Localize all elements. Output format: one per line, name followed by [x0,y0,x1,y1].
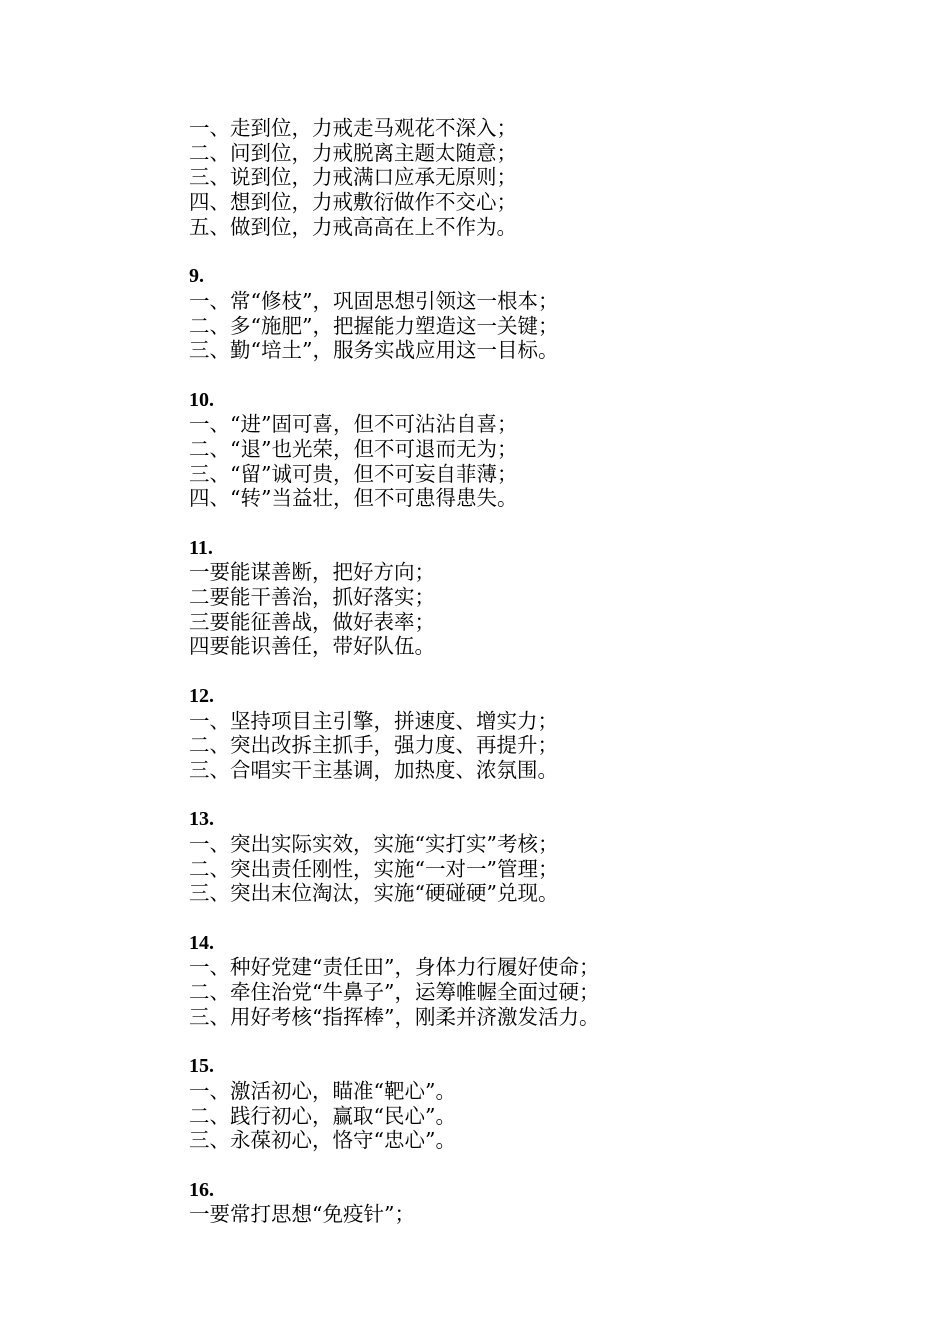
spacer [189,1153,889,1178]
text-line: 二、“退”也光荣，但不可退而无为； [189,436,518,461]
text-line: 四、想到位，力戒敷衍做作不交心； [189,190,517,215]
text-line: 一、激活初心，瞄准“靶心”。 [189,1078,456,1103]
text-line: 三、用好考核“指挥棒”，刚柔并济激发活力。 [189,1004,600,1029]
spacer [189,906,889,931]
text-line: 二、多“施肥”，把握能力塑造这一关键； [189,313,559,338]
text-line: 一、常“修枝”，巩固思想引领这一根本； [189,288,559,313]
text-line: 二、牵住治党“牛鼻子”，运筹帷幄全面过硬； [189,980,600,1005]
section-number: 9. [189,265,204,288]
text-line: 二、突出责任刚性，实施“一对一”管理； [189,856,559,881]
spacer [189,1029,889,1054]
section-15 [189,1054,889,1153]
spacer [189,363,889,388]
section-number: 13. [189,808,214,831]
section-9 [189,264,889,363]
text-line: 一要能谋善断，把好方向； [189,560,435,585]
text-line: 二要能干善治，抓好落实； [189,585,435,610]
section-number: 10. [189,388,214,411]
section-12 [189,684,889,783]
text-line: 三、勤“培土”，服务实战应用这一目标。 [189,338,559,363]
text-line: 三、突出末位淘汰，实施“硬碰硬”兑现。 [189,881,559,906]
text-line: 四要能识善任，带好队伍。 [189,634,435,659]
text-line: 三、合唱实干主基调，加热度、浓氛围。 [189,757,558,782]
section-number: 16. [189,1178,214,1201]
text-line: 一、走到位，力戒走马观花不深入； [189,116,517,140]
section-number: 11. [189,536,213,559]
spacer [189,659,889,684]
section-14 [189,931,889,1030]
text-line: 三要能征善战，做好表率； [189,609,435,634]
text-line: 一、种好党建“责任田”，身体力行履好使命； [189,955,600,980]
section-number: 14. [189,931,214,954]
text-line: 二、问到位，力戒脱离主题太随意； [189,140,517,165]
spacer [189,511,889,536]
document-body [189,116,889,1227]
text-line: 一、“进”固可喜，但不可沾沾自喜； [189,412,518,437]
text-line: 三、说到位，力戒满口应承无原则； [189,165,517,190]
text-line: 三、永葆初心，恪守“忠心”。 [189,1128,456,1153]
section-13 [189,807,889,906]
section-number: 15. [189,1055,214,1078]
text-line: 三、“留”诚可贵，但不可妄自菲薄； [189,461,518,486]
text-line: 一、坚持项目主引擎，拼速度、增实力； [189,708,558,733]
section-11 [189,536,889,659]
text-line: 二、突出改拆主抓手，强力度、再提升； [189,733,558,758]
section-number: 12. [189,684,214,707]
text-line: 一要常打思想“免疫针”； [189,1202,415,1227]
spacer [189,239,889,264]
section-16 [189,1178,889,1227]
section-8 [189,116,889,239]
spacer [189,783,889,808]
text-line: 一、突出实际实效，实施“实打实”考核； [189,831,559,856]
section-10 [189,388,889,511]
text-line: 四、“转”当益壮，但不可患得患失。 [189,486,518,511]
text-line: 二、践行初心，赢取“民心”。 [189,1103,456,1128]
text-line: 五、做到位，力戒高高在上不作为。 [189,214,517,239]
